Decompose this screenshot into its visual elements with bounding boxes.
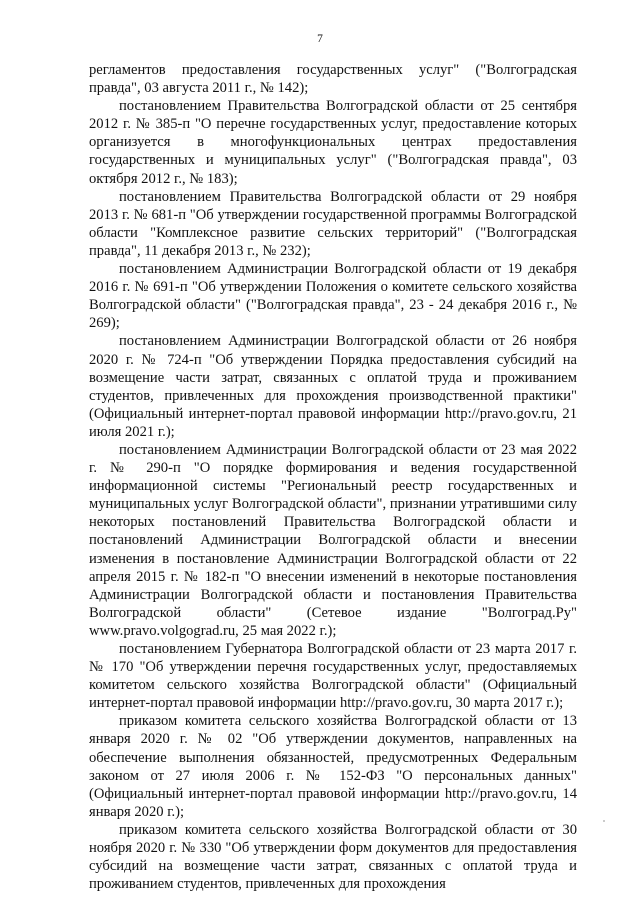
paragraph: постановлением Администрации Волгоградской области от 19 декабря 2016 г. № 691-п "Об утверждении Положения о комитете сельского хозяйства Волгоградской области" ("Волгоградская правда", 23 - 24 декабря 2016 г., № 269); — [89, 261, 577, 332]
paragraph: постановлением Администрации Волгоградской области от 26 ноября 2020 г. № 724-п "Об утверждении Порядка предоставления субсидий на возмещение части затрат, связанных с оплатой труда и проживанием студентов, привлеченных для прохождения производственной практики" (Официальный интернет-портал правовой информации http://pravo.gov.ru, 21 июля 2021 г.); — [89, 333, 577, 440]
scan-speck — [603, 820, 605, 822]
page-number: 7 — [317, 33, 323, 45]
paragraph: приказом комитета сельского хозяйства Волгоградской области от 13 января 2020 г. № 02 "Об утверждении документов, направленных на обеспечение выполнения обязанностей, предусмотренных Федеральным законом от 27 июля 2006 г. № 152-ФЗ "О персональных данных" (Официальный интернет-портал правовой информации http://pravo.gov.ru, 14 января 2020 г.); — [89, 713, 577, 820]
paragraph: приказом комитета сельского хозяйства Волгоградской области от 30 ноября 2020 г. № 330 "Об утверждении форм документов для предоставления субсидий на возмещение части затрат, связанных с оплатой труда и проживанием студентов, привлеченных для прохождения — [89, 821, 577, 893]
paragraph: регламентов предоставления государственных услуг" ("Волгоградская правда", 03 августа 2011 г., № 142); — [89, 62, 577, 97]
paragraph: постановлением Правительства Волгоградской области от 29 ноября 2013 г. № 681-п "Об утверждении государственной программы Волгоградской области "Комплексное развитие сельских территорий" ("Волгоградская правда", 11 декабря 2013 г., № 232); — [89, 188, 577, 259]
paragraph: постановлением Администрации Волгоградской области от 23 мая 2022 г. № 290-п "О порядке формирования и ведения государственной информационной системы "Региональный реестр государственных и муниципальных услуг Волгоградской области", признании утратившими силу некоторых постановлений Правительства Волгоградской области и постановлений Администрации Волгоградской области и внесении изменения в постановление Администрации Волгоградской области от 22 апреля 2015 г. № 182-п "О внесении изменений в некоторые постановления Администрации Волгоградской области и постановления Правительства Волгоградской области" (Сетевое издание "Волгоград.Ру" www.pravo.volgograd.ru, 25 мая 2022 г.); — [89, 441, 577, 639]
paragraph: постановлением Губернатора Волгоградской области от 23 марта 2017 г. № 170 "Об утверждении перечня государственных услуг, предоставляемых комитетом сельского хозяйства Волгоградской области" (Официальный интернет-портал правовой информации http://pravo.gov.ru, 30 марта 2017 г.); — [89, 641, 577, 712]
document-body — [89, 61, 577, 893]
paragraph: постановлением Правительства Волгоградской области от 25 сентября 2012 г. № 385-п "О перечне государственных услуг, предоставление которых организуется в многофункциональных центрах предоставления государственных и муниципальных услуг" ("Волгоградская правда", 03 октября 2012 г., № 183); — [89, 98, 577, 187]
